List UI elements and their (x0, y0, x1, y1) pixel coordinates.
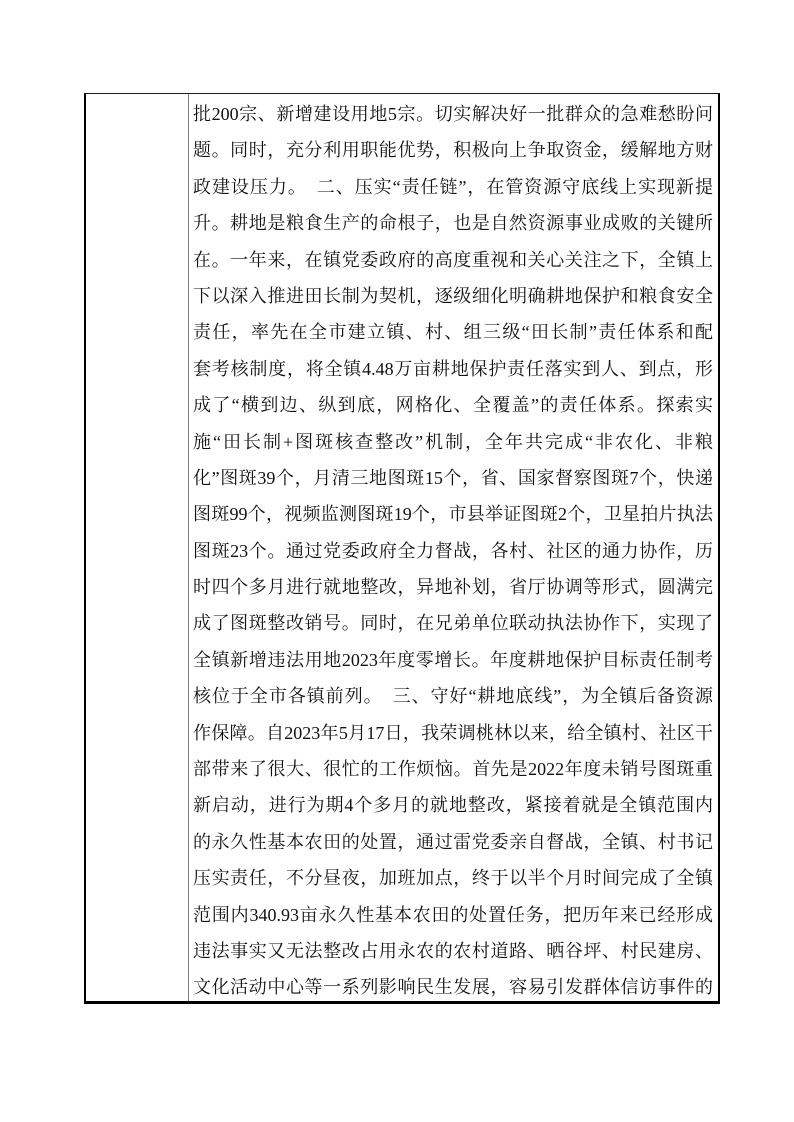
text-line: 部带来了很大、很忙的工作烦恼。首先是2022年度未销号图斑重 (193, 759, 713, 780)
text-line: 化”图斑39个，月清三地图斑15个，省、国家督察图斑7个，快递 (193, 467, 713, 488)
text-line: 范围内340.93亩永久性基本农田的处置任务，把历年来已经形成 (193, 904, 713, 925)
text-line: 题。同时，充分利用职能优势，积极向上争取资金，缓解地方财 (193, 140, 713, 161)
text-line: 图斑23个。通过党委政府全力督战，各村、社区的通力协作，历 (193, 540, 713, 561)
text-line: 责任，率先在全市建立镇、村、组三级“田长制”责任体系和配 (193, 322, 713, 343)
text-line: 违法事实又无法整改占用永农的农村道路、晒谷坪、村民建房、 (193, 940, 713, 961)
text-line: 时四个多月进行就地整改，异地补划，省厅协调等形式，圆满完 (193, 577, 713, 598)
text-line: 新启动，进行为期4个多月的就地整改，紧接着就是全镇范围内 (193, 795, 713, 816)
table-label-cell (86, 94, 189, 1001)
text-line: 在。一年来，在镇党委政府的高度重视和关心关注之下，全镇上 (193, 249, 713, 270)
text-line: 套考核制度，将全镇4.48万亩耕地保护责任落实到人、到点，形 (193, 358, 713, 379)
text-line: 全镇新增违法用地2023年度零增长。年度耕地保护目标责任制考 (193, 649, 713, 670)
text-line: 下以深入推进田长制为契机，逐级细化明确耕地保护和粮食安全 (193, 285, 713, 306)
text-line: 批200宗、新增建设用地5宗。切实解决好一批群众的急难愁盼问 (193, 104, 713, 124)
text-line: 成了“横到边、纵到底，网格化、全覆盖”的责任体系。探索实 (193, 395, 713, 416)
text-line: 施“田长制+图斑核查整改”机制，全年共完成“非农化、非粮 (193, 431, 713, 452)
table-content-cell (189, 94, 718, 1001)
text-line: 的永久性基本农田的处置，通过雷党委亲自督战，全镇、村书记 (193, 831, 713, 852)
text-line: 文化活动中心等一系列影响民生发展，容易引发群体信访事件的 (193, 977, 713, 998)
report-table (84, 93, 720, 1004)
text-line: 政建设压力。 二、压实“责任链”，在管资源守底线上实现新提 (193, 176, 713, 197)
text-line: 压实责任，不分昼夜，加班加点，终于以半个月时间完成了全镇 (193, 868, 713, 889)
text-line: 升。耕地是粮食生产的命根子，也是自然资源事业成败的关键所 (193, 213, 713, 234)
text-line: 作保障。自2023年5月17日，我荣调桃林以来，给全镇村、社区干 (193, 722, 713, 743)
text-line: 核位于全市各镇前列。 三、守好“耕地底线”，为全镇后备资源 (193, 686, 713, 707)
text-line: 成了图斑整改销号。同时，在兄弟单位联动执法协作下，实现了 (193, 613, 713, 634)
text-line: 图斑99个，视频监测图斑19个，市县举证图斑2个，卫星拍片执法 (193, 504, 713, 525)
